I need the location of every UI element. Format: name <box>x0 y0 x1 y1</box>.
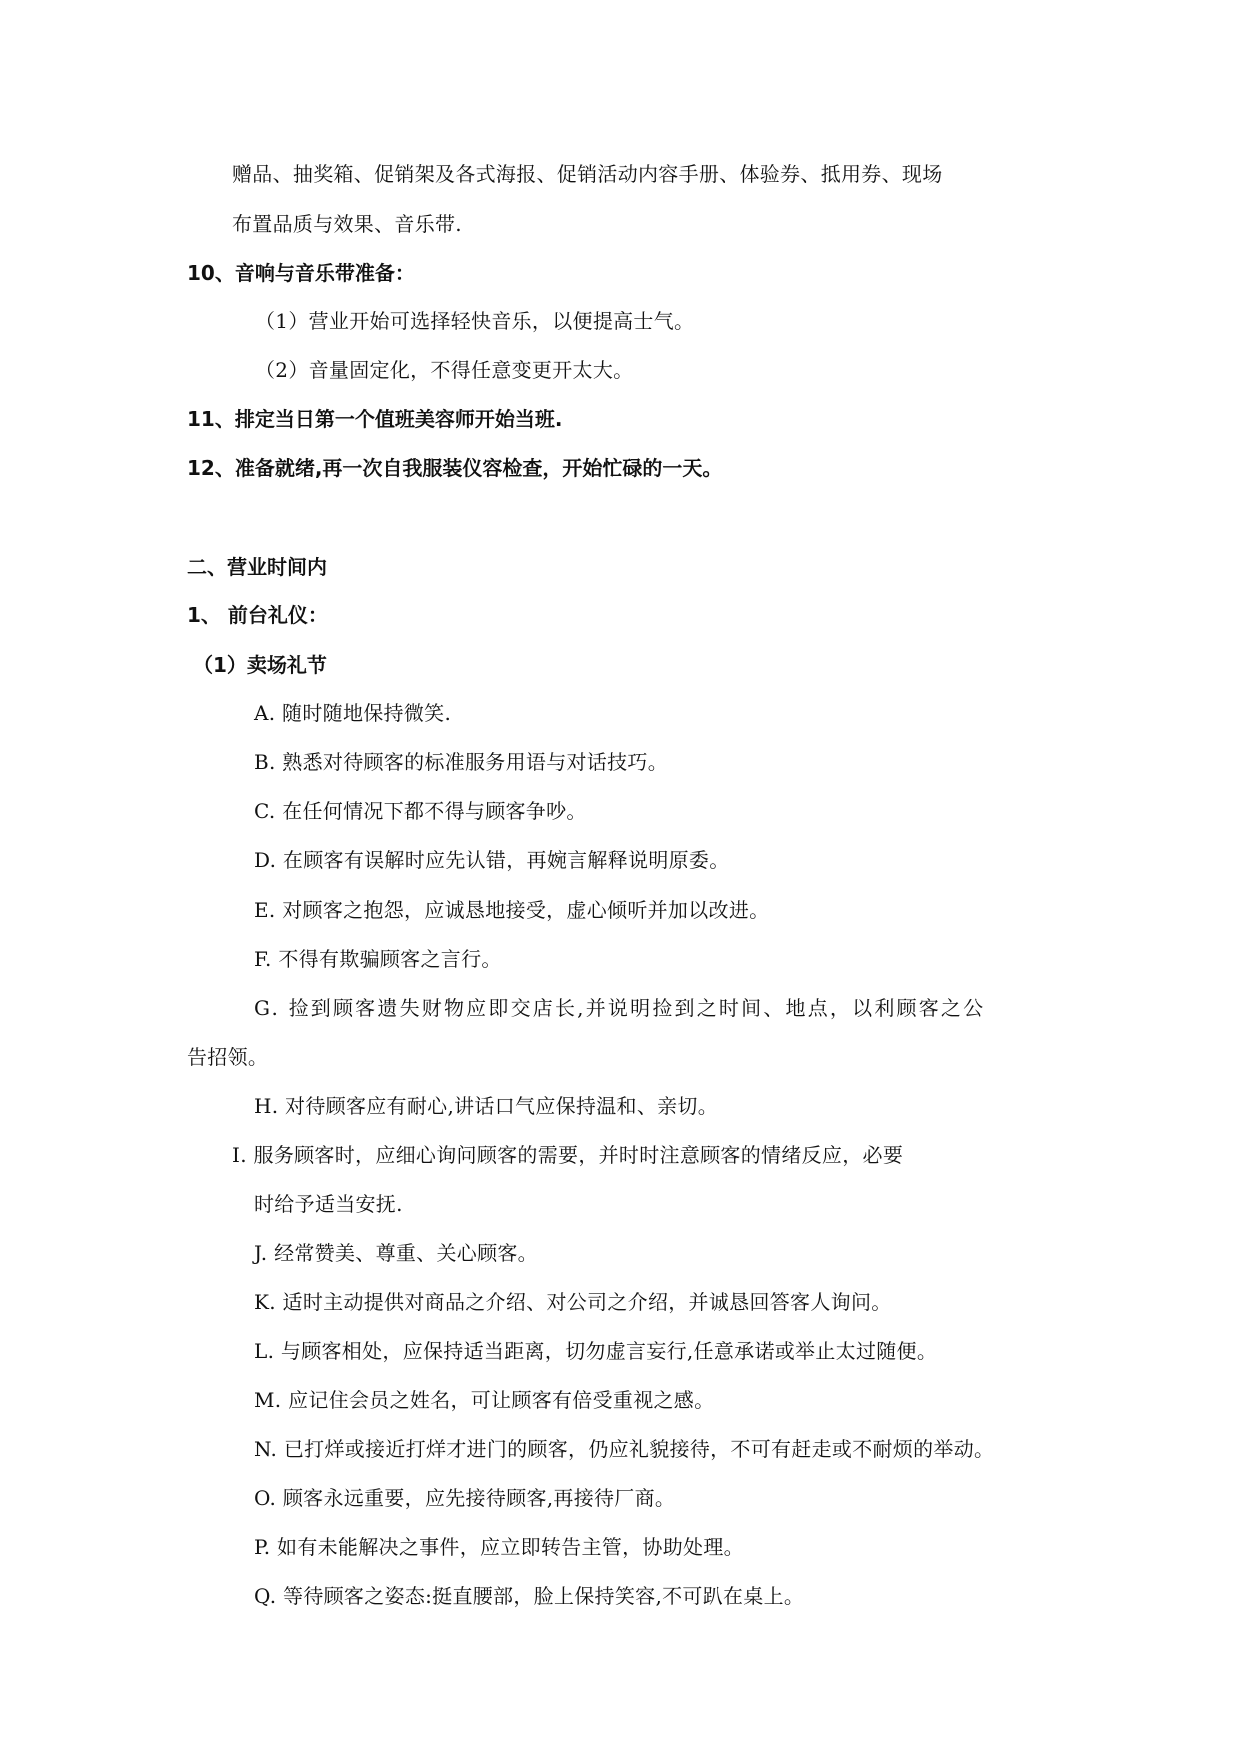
rule-k: K. 适时主动提供对商品之介绍、对公司之介绍，并诚恳回答客人询问。 <box>254 1290 892 1314</box>
part-heading: （1）卖场礼节 <box>193 653 327 677</box>
rule-l: L. 与顾客相处，应保持适当距离，切勿虚言妄行,任意承诺或举止太过随便。 <box>254 1339 938 1363</box>
section-2-sub-heading: 1、 前台礼仪： <box>187 603 328 627</box>
rule-o: O. 顾客永远重要，应先接待顾客,再接待厂商。 <box>254 1486 676 1510</box>
rule-p: P. 如有未能解决之事件，应立即转告主管，协助处理。 <box>254 1535 744 1559</box>
rule-b: B. 熟悉对待顾客的标准服务用语与对话技巧。 <box>254 750 669 774</box>
rule-i-line-2: 时给予适当安抚. <box>254 1192 403 1216</box>
rule-n: N. 已打烊或接近打烊才进门的顾客，仍应礼貌接待，不可有赶走或不耐烦的举动。 <box>254 1437 995 1461</box>
item-10-sub-2: （2）音量固定化，不得任意变更开太大。 <box>255 358 634 382</box>
rule-g-line-1: G. 捡到顾客遗失财物应即交店长,并说明捡到之时间、地点，以利顾客之公 <box>254 996 986 1020</box>
intro-line-1: 赠品、抽奖箱、促销架及各式海报、促销活动内容手册、体验券、抵用券、现场 <box>232 162 943 186</box>
rule-c: C. 在任何情况下都不得与顾客争吵。 <box>254 799 587 823</box>
rule-a: A. 随时随地保持微笑. <box>254 701 452 725</box>
rule-d: D. 在顾客有误解时应先认错，再婉言解释说明原委。 <box>254 848 730 872</box>
item-10-heading: 10、音响与音乐带准备： <box>187 261 415 285</box>
rule-f: F. 不得有欺骗顾客之言行。 <box>254 947 502 971</box>
intro-line-2: 布置品质与效果、音乐带. <box>232 212 462 236</box>
rule-m: M. 应记住会员之姓名，可让顾客有倍受重视之感。 <box>254 1388 715 1412</box>
rule-e: E. 对顾客之抱怨，应诚恳地接受，虚心倾听并加以改进。 <box>254 898 770 922</box>
rule-j: J. 经常赞美、尊重、关心顾客。 <box>254 1241 538 1265</box>
rule-q: Q. 等待顾客之姿态:挺直腰部，脸上保持笑容,不可趴在桌上。 <box>254 1584 805 1608</box>
rule-g-line-2: 告招领。 <box>187 1045 269 1069</box>
rule-i-line-1: I. 服务顾客时，应细心询问顾客的需要，并时时注意顾客的情绪反应，必要 <box>232 1143 904 1167</box>
section-2-heading: 二、营业时间内 <box>187 555 327 579</box>
rule-h: H. 对待顾客应有耐心,讲话口气应保持温和、亲切。 <box>254 1094 719 1118</box>
item-12: 12、准备就绪,再一次自我服装仪容检查，开始忙碌的一天。 <box>187 456 723 480</box>
item-10-sub-1: （1）营业开始可选择轻快音乐，以便提高士气。 <box>255 309 695 333</box>
item-11: 11、排定当日第一个值班美容师开始当班. <box>187 407 563 431</box>
